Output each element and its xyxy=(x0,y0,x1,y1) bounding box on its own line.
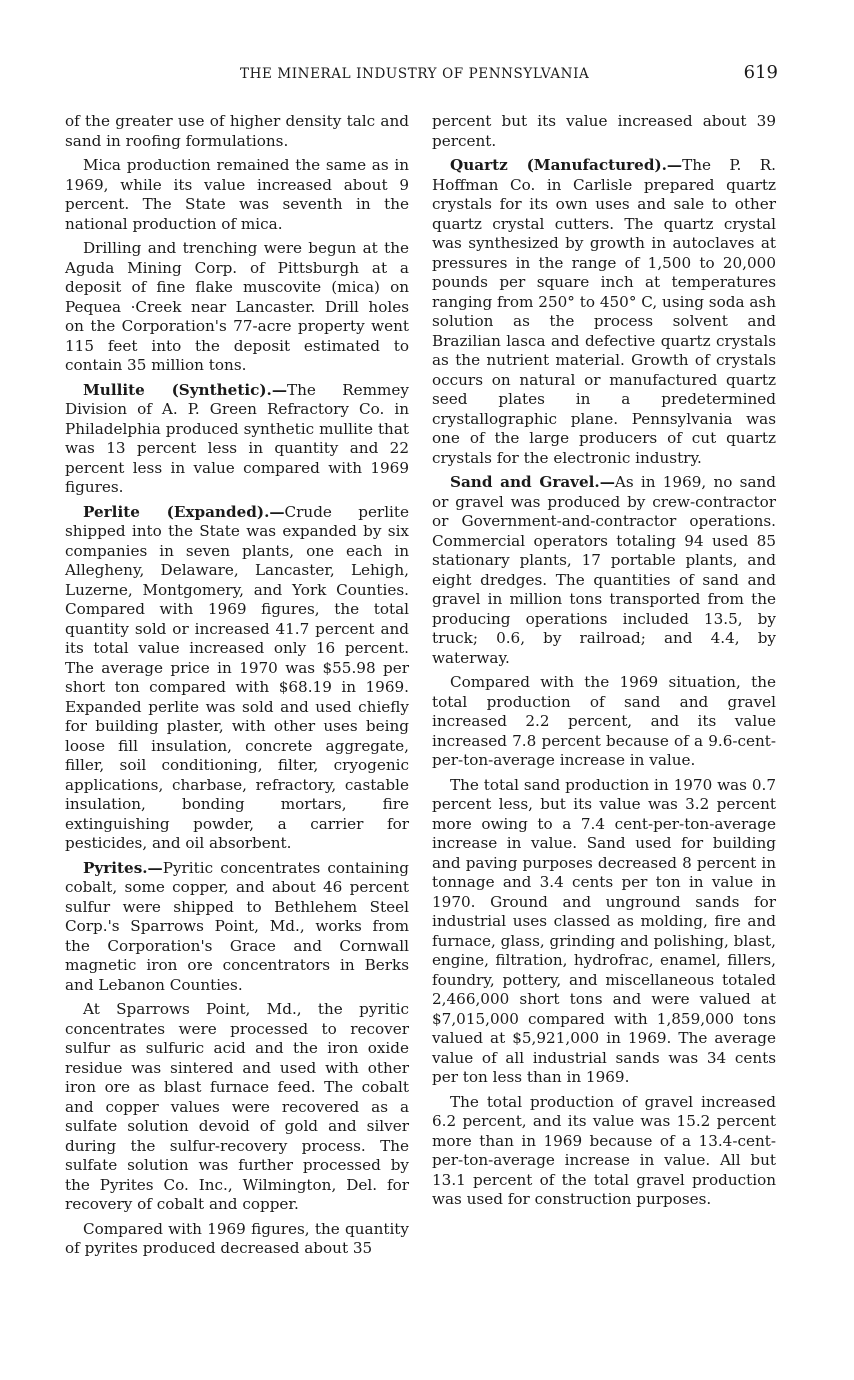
perlite-text: Crude perlite shipped into the State was expanded by six companies in seven plants, one each in Allegheny, Delaware, Lancaster, Lehigh, Luzerne, Montgomery, and York Counties. Compared with 1969 figures, the total quantity sold or increased 41.7 percent and its total value increased only 16 percent. The average price in 1970 was $55.98 per short ton compared with $68.19 in 1969. Expanded perlite was sold and used chiefly for building plaster, with other uses being loose fill insulation, concrete aggregate, filler, soil conditioning, filter, cryogenic applications, charbase, refractory, castable insulation, bonding mortars, fire extinguishing powder, a carrier for pesticides, and oil absorbent. xyxy=(65,502,409,852)
section-quartz xyxy=(432,156,776,468)
left-column xyxy=(65,112,409,1259)
sand-gravel-text: As in 1969, no sand or gravel was produced by crew-contractor or Government-and-contractor operations. Commercial operators totaling 94 used 85 stationary plants, 17 portable plants, and eight dredges. The quantities of sand and gravel in million tons transported from the producing operations included 13.5, by truck; 0.6, by railroad; and 4.4, by waterway. xyxy=(432,473,776,667)
page-number: 619 xyxy=(743,62,778,83)
paragraph-mica-drilling: Drilling and trenching were begun at the Aguda Mining Corp. of Pittsburgh at a deposit of fine flake muscovite (mica) on Pequea ·Creek near Lancaster. Drill holes on the Corporation's 77-acre property went 115 feet into the deposit estimated to contain 35 million tons. xyxy=(65,239,409,374)
section-pyrites xyxy=(65,859,409,996)
running-header xyxy=(66,62,778,86)
paragraph-pyrites-continuation: percent but its value increased about 39 percent. xyxy=(432,112,776,150)
section-sand-gravel xyxy=(432,473,776,668)
paragraph-pyrites-comparison: Compared with 1969 figures, the quantity of pyrites produced decreased about 35 xyxy=(65,1219,409,1257)
right-column xyxy=(432,112,776,1210)
paragraph-sand-production: The total sand production in 1970 was 0.7 percent less, but its value was 3.2 percent more owing to a 7.4 cent-per-ton-average increase in value. Sand used for building and paving purposes decreased 8 percent in tonnage and 3.4 cents per ton in value in 1970. Ground and unground sands for industrial uses classed as molding, fire and furnace, glass, grinding and polishing, blast, engine, filtration, hydrofrac, enamel, fillers, foundry, pottery, and miscellaneous totaled 2,466,000 short tons and were valued at $7,015,000 compared with 1,859,000 tons valued at $5,921,000 in 1969. The average value of all industrial sands was 34 cents per ton less than in 1969. xyxy=(432,775,776,1086)
pyrites-heading: Pyrites.— xyxy=(83,858,163,877)
paragraph-gravel-production: The total production of gravel increased 6.2 percent, and its value was 15.2 percent more than in 1969 because of a 13.4-cent-per-ton-average increase in value. All but 13.1 percent of the total gravel production was used for construction purposes. xyxy=(432,1092,776,1208)
section-mullite xyxy=(65,381,409,498)
paragraph-mica-production: Mica production remained the same as in 1969, while its value increased about 9 percent. The State was seventh in the national production of mica. xyxy=(65,156,409,233)
sand-gravel-heading: Sand and Gravel.— xyxy=(450,473,615,491)
quartz-text: The P. R. Hoffman Co. in Carlisle prepared quartz crystals for its own uses and sale to other quartz crystal cutters. The quartz crystal was synthesized by growth in autoclaves at pressures in the range of 1,500 to 20,000 pounds per square inch at temperatures ranging from 250° to 450° C, using soda ash solution as the process solvent and Brazilian lasca and defective quartz crystals as the nutrient material. Growth of crystals occurs on natural or manufactured quartz seed plates in a predetermined crystallographic plane. Pennsylvania was one of the large producers of cut quartz crystals for the electronic industry. xyxy=(432,156,776,467)
quartz-heading: Quartz (Manufactured).— xyxy=(450,156,683,174)
pyrites-text: Pyritic concentrates containing cobalt, some copper, and about 46 percent sulfur were shipped to Bethlehem Steel Corp.'s Sparrows Point, Md., works from the Corporation's Grace and Cornwall magnetic iron ore concentrators in Berks and Lebanon Counties. xyxy=(65,858,409,994)
running-title: THE MINERAL INDUSTRY OF PENNSYLVANIA xyxy=(240,66,590,82)
mullite-heading: Mullite (Synthetic).— xyxy=(83,380,288,399)
section-perlite xyxy=(65,503,409,854)
paragraph-talc-continuation: of the greater use of higher density talc and sand in roofing formulations. xyxy=(65,112,409,150)
paragraph-sparrows-point: At Sparrows Point, Md., the pyritic concentrates were processed to recover sulfur as sulfuric acid and the iron oxide residue was sintered and used with other iron ore as blast furnace feed. The cobalt and copper values were recovered as a sulfate solution devoid of gold and silver during the sulfur-recovery process. The sulfate solution was further processed by the Pyrites Co. Inc., Wilmington, Del. for recovery of cobalt and copper. xyxy=(65,1000,409,1213)
paragraph-sand-gravel-comparison: Compared with the 1969 situation, the total production of sand and gravel increased 2.2 percent, and its value increased 7.8 percent because of a 9.6-cent-per-ton-average increase in value. xyxy=(432,673,776,769)
perlite-heading: Perlite (Expanded).— xyxy=(83,502,285,521)
mullite-text: The Remmey Division of A. P. Green Refractory Co. in Philadelphia produced synthetic mullite that was 13 percent less in quantity and 22 percent less in value compared with 1969 figures. xyxy=(65,380,409,496)
